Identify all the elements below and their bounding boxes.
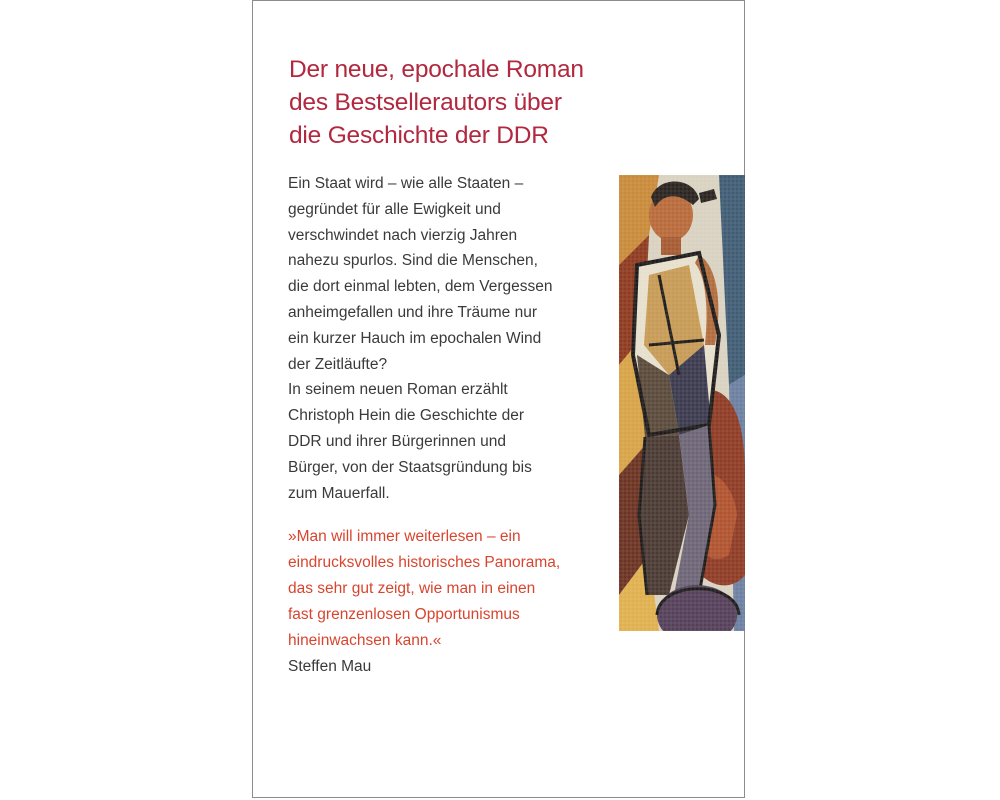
- blurb-line: DDR und ihrer Bürgerinnen und: [288, 432, 506, 450]
- quote-line: eindrucksvolles historisches Panorama,: [288, 554, 561, 571]
- blurb-line: Ein Staat wird – wie alle Staaten –: [288, 175, 524, 192]
- quote-author: Steffen Mau: [288, 658, 372, 675]
- blurb-line: zum Mauerfall.: [288, 484, 390, 502]
- blurb-line: gegründet für alle Ewigkeit und: [288, 200, 501, 218]
- blurb-line: nahezu spurlos. Sind die Menschen,: [288, 252, 538, 270]
- headline-line: des Bestsellerautors über: [289, 89, 562, 116]
- blurb-line: der Zeitläufte?: [288, 355, 388, 373]
- book-back-cover: [252, 0, 745, 798]
- blurb-line: verschwindet nach vierzig Jahren: [288, 226, 518, 244]
- quote-line: »Man will immer weiterlesen – ein: [288, 528, 521, 545]
- blurb-line: ein kurzer Hauch im epochalen Wind: [288, 329, 542, 347]
- quote-line: hineinwachsen kann.«: [288, 632, 442, 649]
- quote-line: fast grenzenlosen Opportunismus: [288, 606, 520, 623]
- blurb-line: anheimgefallen und ihre Träume nur: [288, 303, 538, 321]
- blurb-text: [288, 171, 608, 506]
- quote-line: das sehr gut zeigt, wie man in einen: [288, 580, 536, 597]
- headline: [289, 53, 709, 152]
- headline-line: die Geschichte der DDR: [289, 122, 549, 149]
- blurb-line: In seinem neuen Roman erzählt: [288, 381, 508, 399]
- mosaic-worker-image: [619, 175, 745, 631]
- blurb-line: Christoph Hein die Geschichte der: [288, 407, 525, 425]
- blurb-line: die dort einmal lebten, dem Vergessen: [288, 278, 553, 296]
- review-quote: [288, 524, 618, 654]
- headline-line: Der neue, epochale Roman: [289, 56, 584, 83]
- blurb-line: Bürger, von der Staatsgründung bis: [288, 458, 532, 476]
